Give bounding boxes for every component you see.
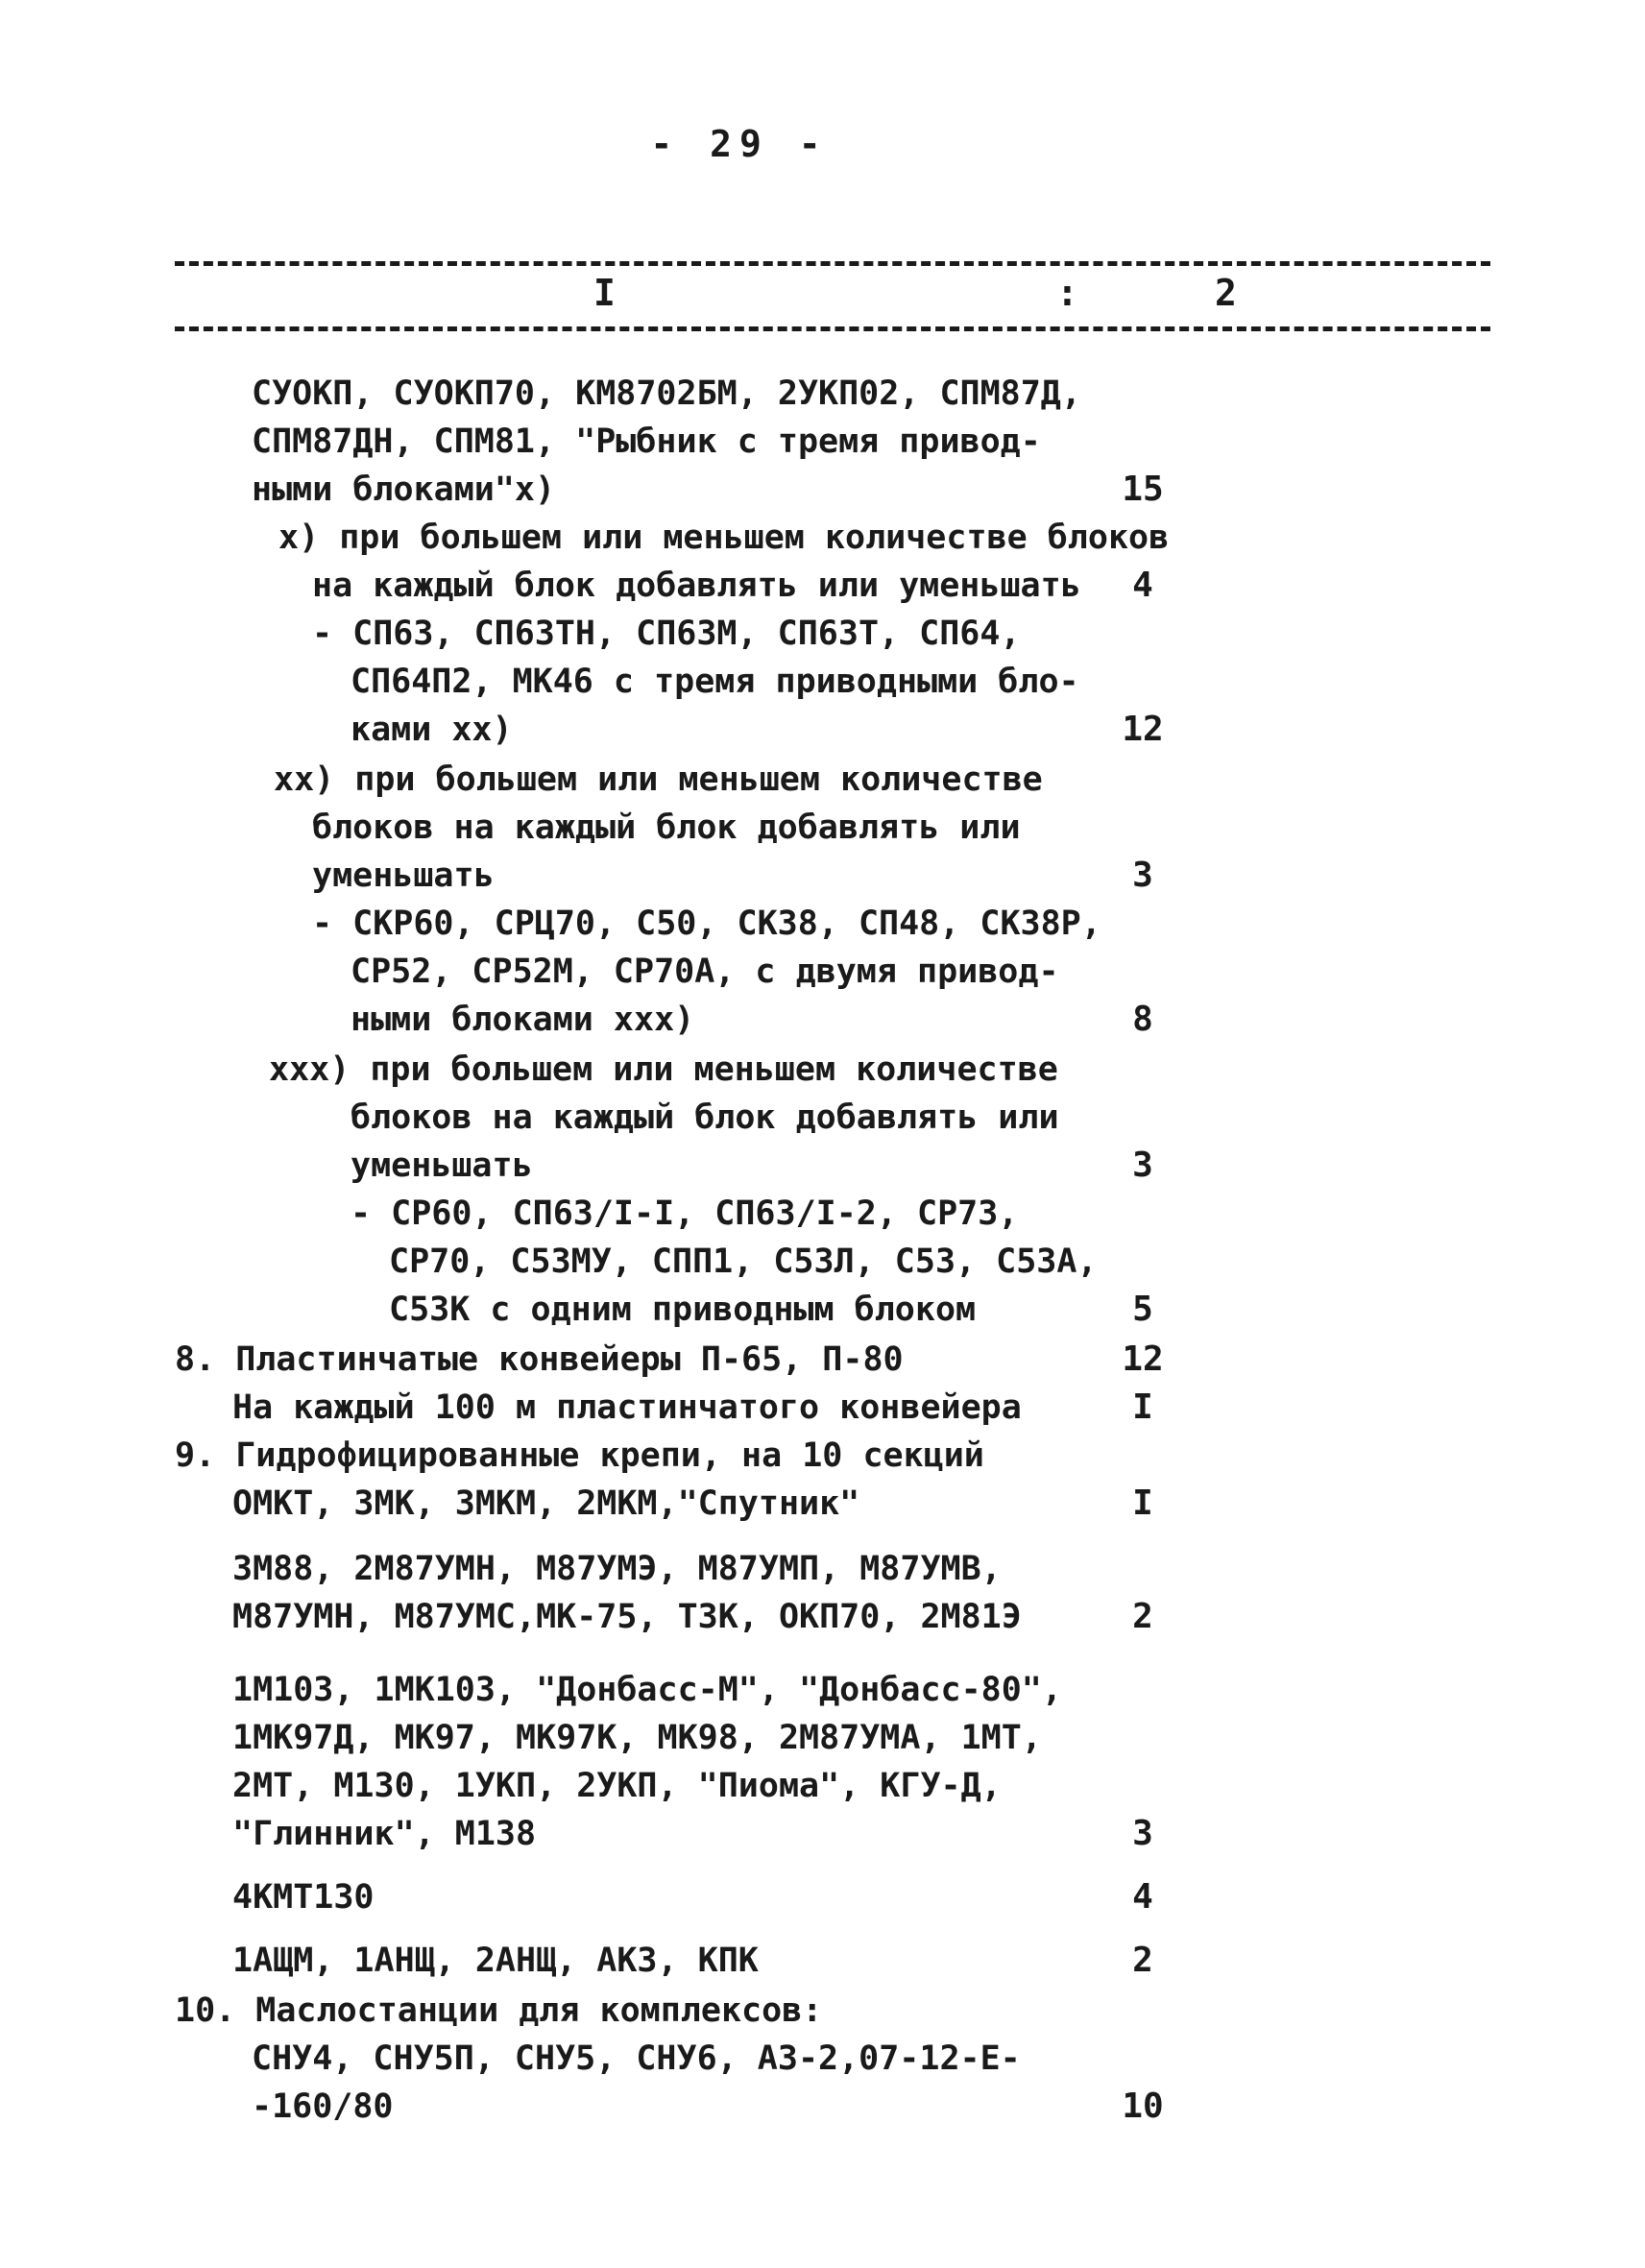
table-header-rule (175, 326, 1490, 331)
value-cell: 2 (1132, 1597, 1153, 1636)
section-heading: 8. Пластинчатые конвейеры П-65, П-80 (175, 1340, 904, 1379)
text-line: ОМКТ, ЗМК, ЗМКМ, 2МКМ,"Спутник" (232, 1484, 860, 1523)
value-cell: 4 (1132, 1877, 1153, 1917)
text-line: -160/80 (252, 2087, 394, 2126)
column-header-2: 2 (1215, 272, 1237, 314)
footnote-line: х) при большем или меньшем количестве блоков (278, 519, 1170, 557)
text-line: С53К с одним приводным блоком (389, 1291, 977, 1329)
text-line: 1АЩМ, 1АНЩ, 2АНЩ, АКЗ, КПК (232, 1942, 759, 1980)
value-cell: 2 (1132, 1941, 1153, 1980)
value-cell: 3 (1132, 856, 1153, 895)
text-line: СП64П2, МК46 с тремя приводными бло- (351, 663, 1079, 701)
text-line: СПМ87ДН, СПМ81, "Рыбник с тремя привод- (252, 422, 1041, 461)
text-line: СР70, С53МУ, СПП1, С53Л, С53, С53А, (389, 1243, 1098, 1281)
footnote-line: хх) при большем или меньшем количестве (274, 760, 1043, 799)
value-cell: 8 (1132, 1000, 1153, 1039)
text-line: - СР60, СП63/I-I, СП63/I-2, СР73, (351, 1194, 1019, 1233)
value-cell: 12 (1122, 710, 1164, 749)
value-cell: 3 (1132, 1814, 1153, 1853)
text-line: - СП63, СП63ТН, СП63М, СП63Т, СП64, (312, 615, 1021, 653)
text-line: М87УМН, М87УМС,МК-75, ТЗК, ОКП70, 2М81Э (232, 1598, 1022, 1636)
footnote-line: на каждый блок добавлять или уменьшать (312, 567, 1081, 605)
text-line: ными блоками ххх) (351, 1001, 695, 1039)
text-line: СУОКП, СУОКП70, КМ8702БМ, 2УКП02, СПМ87Д, (252, 374, 1081, 413)
value-cell: 3 (1132, 1146, 1153, 1185)
footnote-line: уменьшать (312, 857, 495, 895)
page-number: - 29 - (650, 123, 829, 165)
text-line: 4КМТ130 (232, 1878, 375, 1917)
value-cell: I (1132, 1484, 1153, 1523)
column-header-1: I (593, 272, 616, 314)
text-line: 2МТ, М130, 1УКП, 2УКП, "Пиома", КГУ-Д, (232, 1767, 1002, 1805)
footnote-line: блоков на каждый блок добавлять или (351, 1098, 1059, 1137)
text-line: ными блоками"х) (252, 470, 556, 509)
footnote-line: блоков на каждый блок добавлять или (312, 808, 1021, 847)
table-top-rule (175, 261, 1490, 266)
value-cell: 4 (1132, 566, 1153, 605)
value-cell: I (1132, 1387, 1153, 1427)
section-heading: 10. Маслостанции для комплексов: (175, 1991, 823, 2030)
text-line: - СКР60, СРЦ70, С50, СК38, СП48, СК38Р, (312, 905, 1101, 943)
text-line: 1МК97Д, МК97, МК97К, МК98, 2М87УМА, 1МТ, (232, 1719, 1042, 1757)
footnote-line: ххх) при большем или меньшем количестве (269, 1050, 1058, 1089)
text-line: ЗМ88, 2М87УМН, М87УМЭ, М87УМП, М87УМВ, (232, 1550, 1002, 1588)
value-cell: 10 (1122, 2087, 1164, 2126)
text-line: СНУ4, СНУ5П, СНУ5, СНУ6, АЗ-2,07-12-Е- (252, 2039, 1021, 2078)
section-heading: 9. Гидрофицированные крепи, на 10 секций (175, 1436, 984, 1475)
column-header-separator: : (1056, 272, 1078, 314)
text-line: СР52, СР52М, СР70А, с двумя привод- (351, 953, 1059, 991)
text-line: "Глинник", М138 (232, 1815, 537, 1853)
value-cell: 5 (1132, 1290, 1153, 1329)
value-cell: 12 (1122, 1339, 1164, 1379)
text-line: 1М103, 1МК103, "Донбасс-М", "Донбасс-80", (232, 1671, 1062, 1709)
text-line: ками хх) (351, 711, 513, 749)
footnote-line: уменьшать (351, 1146, 533, 1185)
value-cell: 15 (1122, 470, 1164, 509)
text-line: На каждый 100 м пластинчатого конвейера (232, 1388, 1022, 1427)
